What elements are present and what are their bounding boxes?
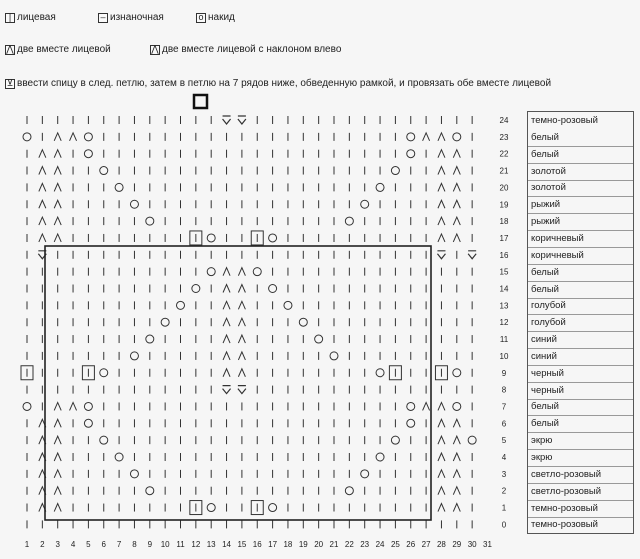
row-color-divider	[528, 432, 633, 433]
k2tog-stitch	[423, 133, 430, 141]
yarnover-stitch	[361, 200, 369, 208]
yarnover-stitch	[84, 402, 92, 410]
k2tog-stitch	[453, 234, 460, 242]
yarnover-stitch	[361, 470, 369, 478]
yarnover-stitch	[391, 436, 399, 444]
special-stitch	[223, 116, 231, 124]
row-color-divider	[528, 365, 633, 366]
row-color-label: экрю	[531, 435, 553, 447]
row-color-label: синий	[531, 334, 557, 346]
k2tog-stitch	[223, 301, 230, 309]
k2tog-stitch	[54, 436, 61, 444]
row-color-label: белый	[531, 418, 559, 430]
yarnover-stitch	[192, 285, 200, 293]
yarnover-stitch	[376, 183, 384, 191]
column-number: 22	[344, 540, 354, 549]
column-number: 25	[390, 540, 400, 549]
row-color-label: синий	[531, 350, 557, 362]
k2tog-stitch	[39, 183, 46, 191]
k2tog-stitch	[438, 133, 445, 141]
row-color-divider	[528, 247, 633, 248]
k2tog-stitch	[54, 150, 61, 158]
row-color-label: темно-розовый	[531, 519, 598, 531]
yarnover-stitch	[407, 150, 415, 158]
row-color-divider	[528, 500, 633, 501]
k2tog-stitch	[70, 133, 77, 141]
row-color-label: экрю	[531, 452, 553, 463]
yarnover-stitch	[345, 217, 353, 225]
k2tog-stitch	[39, 167, 46, 175]
column-number: 4	[70, 540, 76, 549]
row-number: 0	[501, 520, 507, 530]
row-color-label: черный	[531, 367, 564, 379]
row-number: 14	[499, 284, 509, 294]
legend-yarnover-label: накид	[208, 12, 235, 23]
row-color-divider	[528, 483, 633, 484]
marker-square	[194, 95, 207, 108]
yarnover-stitch	[146, 335, 154, 343]
yarnover-stitch	[407, 419, 415, 427]
yarnover-stitch	[376, 369, 384, 377]
k2tog-stitch	[438, 183, 445, 191]
row-number: 6	[501, 419, 507, 429]
k2tog-stitch	[54, 470, 61, 478]
column-number: 9	[147, 540, 153, 549]
column-number: 17	[268, 540, 278, 549]
k2tog-stitch	[39, 217, 46, 225]
row-color-divider	[528, 415, 633, 416]
row-number: 11	[499, 335, 509, 345]
k2tog-stitch	[238, 285, 245, 293]
row-number: 5	[501, 436, 507, 446]
row-color-label: темно-розовый	[531, 115, 598, 126]
k2tog-stitch	[223, 318, 230, 326]
yarnover-stitch	[376, 453, 384, 461]
row-color-divider	[528, 466, 633, 467]
k2tog-stitch	[438, 419, 445, 427]
row-color-label: золотой	[531, 182, 566, 194]
row-color-divider	[528, 399, 633, 400]
yarnover-stitch	[407, 402, 415, 410]
legend-purl-label: изнаночная	[110, 12, 164, 23]
k2tog-stitch	[453, 419, 460, 427]
column-number: 19	[298, 540, 308, 549]
k2tog-stitch	[54, 167, 61, 175]
column-number: 3	[55, 540, 60, 549]
row-color-label: белый	[531, 148, 559, 160]
legend-k2tog-left-label: две вместе лицевой с наклоном влево	[162, 44, 342, 55]
k2tog-stitch	[54, 217, 61, 225]
column-number: 23	[360, 540, 370, 549]
k2tog-stitch	[238, 369, 245, 377]
k2tog-stitch	[54, 234, 61, 242]
row-color-list	[527, 111, 634, 534]
yarnover-stitch	[84, 133, 92, 141]
row-color-label: белый	[531, 401, 559, 413]
k2tog-stitch	[223, 268, 230, 276]
k2tog-stitch	[438, 504, 445, 512]
yarnover-stitch	[146, 487, 154, 495]
k2tog-stitch	[453, 200, 460, 208]
k2tog-symbol-icon: ⋀	[6, 44, 14, 54]
k2tog-stitch	[238, 335, 245, 343]
yarnover-stitch	[161, 318, 169, 326]
k2tog-stitch	[238, 352, 245, 360]
row-number: 12	[499, 318, 509, 328]
k2tog-stitch	[453, 470, 460, 478]
row-color-divider	[528, 264, 633, 265]
yarnover-stitch	[453, 402, 461, 410]
column-number: 11	[176, 540, 185, 549]
row-color-divider	[528, 331, 633, 332]
row-number: 10	[499, 351, 509, 361]
column-number: 27	[421, 540, 431, 549]
k2tog-stitch	[54, 183, 61, 191]
k2tog-stitch	[438, 453, 445, 461]
yarnover-stitch	[23, 133, 31, 141]
column-number: 8	[132, 540, 137, 549]
row-color-divider	[528, 196, 633, 197]
yarnover-symbol-icon: o	[196, 13, 206, 23]
k2tog-stitch	[54, 200, 61, 208]
k2tog-left-symbol-icon: ⋀	[151, 44, 159, 54]
k2tog-stitch	[39, 150, 46, 158]
row-color-divider	[528, 281, 633, 282]
yarnover-stitch	[269, 504, 277, 512]
row-color-label: коричневый	[531, 249, 584, 261]
k2tog-stitch	[438, 234, 445, 242]
legend-knit-label: лицевая	[17, 12, 56, 23]
k2tog-stitch	[223, 335, 230, 343]
row-color-label: золотой	[531, 165, 566, 177]
row-number: 22	[499, 149, 509, 159]
row-color-label: рыжий	[531, 199, 561, 211]
row-number: 20	[499, 183, 509, 193]
k2tog-stitch	[438, 470, 445, 478]
row-number: 21	[499, 166, 509, 176]
row-number: 3	[501, 469, 507, 479]
yarnover-stitch	[269, 234, 277, 242]
yarnover-stitch	[100, 167, 108, 175]
row-color-label: белый	[531, 283, 559, 295]
row-color-label: рыжий	[531, 216, 561, 228]
yarnover-stitch	[269, 285, 277, 293]
row-color-divider	[528, 382, 633, 383]
column-number: 6	[101, 540, 106, 549]
row-color-divider	[528, 449, 633, 450]
k2tog-stitch	[223, 352, 230, 360]
yarnover-stitch	[391, 167, 399, 175]
yarnover-stitch	[23, 402, 31, 410]
row-number: 7	[501, 402, 507, 412]
k2tog-stitch	[39, 200, 46, 208]
row-color-divider	[528, 180, 633, 181]
k2tog-stitch	[39, 234, 46, 242]
column-number: 2	[40, 540, 45, 549]
row-color-label: белый	[531, 131, 559, 143]
k2tog-stitch	[453, 183, 460, 191]
special-stitch	[468, 251, 476, 259]
k2tog-stitch	[453, 453, 460, 461]
k2tog-stitch	[70, 402, 77, 410]
k2tog-stitch	[438, 217, 445, 225]
yarnover-stitch	[115, 453, 123, 461]
yarnover-stitch	[207, 504, 215, 512]
row-number: 16	[499, 250, 509, 260]
k2tog-stitch	[238, 301, 245, 309]
row-number: 18	[499, 217, 509, 227]
row-color-divider	[528, 213, 633, 214]
row-number: 19	[499, 200, 509, 210]
row-number: 23	[499, 132, 509, 142]
pattern-frame	[45, 246, 431, 520]
yarnover-stitch	[345, 487, 353, 495]
yarnover-stitch	[207, 234, 215, 242]
column-number: 24	[375, 540, 385, 549]
column-number: 20	[314, 540, 324, 549]
k2tog-stitch	[54, 133, 61, 141]
yarnover-stitch	[130, 200, 138, 208]
yarnover-stitch	[315, 335, 323, 343]
yarnover-stitch	[100, 369, 108, 377]
purl-symbol-icon: –	[98, 13, 108, 23]
k2tog-stitch	[54, 504, 61, 512]
column-number: 30	[467, 540, 477, 549]
yarnover-stitch	[453, 133, 461, 141]
yarnover-stitch	[453, 369, 461, 377]
row-color-divider	[528, 314, 633, 315]
column-number: 7	[116, 540, 122, 549]
column-number: 15	[237, 540, 247, 549]
yarnover-stitch	[100, 436, 108, 444]
row-color-label: черный	[531, 384, 564, 396]
k2tog-stitch	[54, 487, 61, 495]
column-number: 16	[252, 540, 262, 549]
k2tog-stitch	[453, 150, 460, 158]
k2tog-stitch	[438, 436, 445, 444]
yarnover-stitch	[299, 318, 307, 326]
row-color-label: коричневый	[531, 232, 584, 244]
yarnover-stitch	[84, 419, 92, 427]
row-color-label: светло-розовый	[531, 485, 602, 497]
k2tog-stitch	[438, 402, 445, 410]
row-color-divider	[528, 298, 633, 299]
row-color-divider	[528, 146, 633, 147]
row-color-label: голубой	[531, 317, 566, 329]
row-number: 13	[499, 301, 509, 311]
row-color-divider	[528, 163, 633, 164]
knit-symbol-icon: |	[5, 13, 15, 23]
yarnover-stitch	[146, 217, 154, 225]
column-number: 26	[406, 540, 416, 549]
row-color-label: светло-розовый	[531, 468, 602, 480]
k2tog-stitch	[238, 318, 245, 326]
column-number: 14	[222, 540, 232, 549]
column-number: 29	[452, 540, 462, 549]
k2tog-stitch	[453, 487, 460, 495]
k2tog-stitch	[238, 268, 245, 276]
yarnover-stitch	[207, 268, 215, 276]
special-stitch	[223, 386, 231, 394]
k2tog-stitch	[438, 487, 445, 495]
k2tog-stitch	[453, 167, 460, 175]
yarnover-stitch	[130, 352, 138, 360]
k2tog-stitch	[438, 150, 445, 158]
special-stitch-symbol-icon: ⊻	[6, 78, 14, 88]
special-stitch	[238, 386, 246, 394]
yarnover-stitch	[253, 268, 261, 276]
k2tog-stitch	[423, 402, 430, 410]
k2tog-stitch	[438, 167, 445, 175]
yarnover-stitch	[115, 183, 123, 191]
row-number: 4	[501, 453, 507, 462]
column-number: 18	[283, 540, 293, 549]
yarnover-stitch	[130, 470, 138, 478]
yarnover-stitch	[330, 352, 338, 360]
k2tog-stitch	[223, 285, 230, 293]
k2tog-stitch	[54, 402, 61, 410]
column-number: 10	[160, 540, 170, 549]
column-number: 28	[436, 540, 446, 549]
special-stitch	[437, 251, 445, 259]
k2tog-stitch	[54, 419, 61, 427]
k2tog-stitch	[453, 436, 460, 444]
row-number: 9	[501, 368, 507, 378]
k2tog-stitch	[223, 369, 230, 377]
row-number: 24	[499, 116, 509, 125]
k2tog-stitch	[54, 453, 61, 461]
row-color-label: белый	[531, 266, 559, 278]
row-color-label: голубой	[531, 300, 566, 312]
k2tog-stitch	[453, 504, 460, 512]
row-number: 8	[501, 385, 507, 395]
row-color-divider	[528, 230, 633, 231]
yarnover-stitch	[284, 301, 292, 309]
legend-k2tog-label: две вместе лицевой	[17, 44, 111, 55]
column-number: 12	[191, 540, 201, 549]
yarnover-stitch	[468, 436, 476, 444]
row-number: 2	[501, 486, 507, 496]
yarnover-stitch	[407, 133, 415, 141]
k2tog-stitch	[438, 200, 445, 208]
column-number: 21	[329, 540, 339, 549]
yarnover-stitch	[177, 301, 185, 309]
row-color-label: темно-розовый	[531, 502, 598, 514]
row-number: 17	[499, 233, 509, 243]
column-number: 31	[483, 540, 492, 549]
row-color-divider	[528, 348, 633, 349]
row-number: 15	[499, 267, 509, 277]
special-stitch	[238, 116, 246, 124]
row-color-divider	[528, 517, 633, 518]
legend-special-label: ввести спицу в след. петлю, затем в петлю на 7 рядов ниже, обведенную рамкой, и провязать обе вместе лицевой	[17, 78, 552, 89]
column-number: 1	[24, 540, 30, 549]
k2tog-stitch	[453, 217, 460, 225]
row-number: 1	[501, 503, 507, 513]
column-number: 5	[86, 540, 91, 549]
column-number: 13	[206, 540, 216, 549]
yarnover-stitch	[84, 150, 92, 158]
